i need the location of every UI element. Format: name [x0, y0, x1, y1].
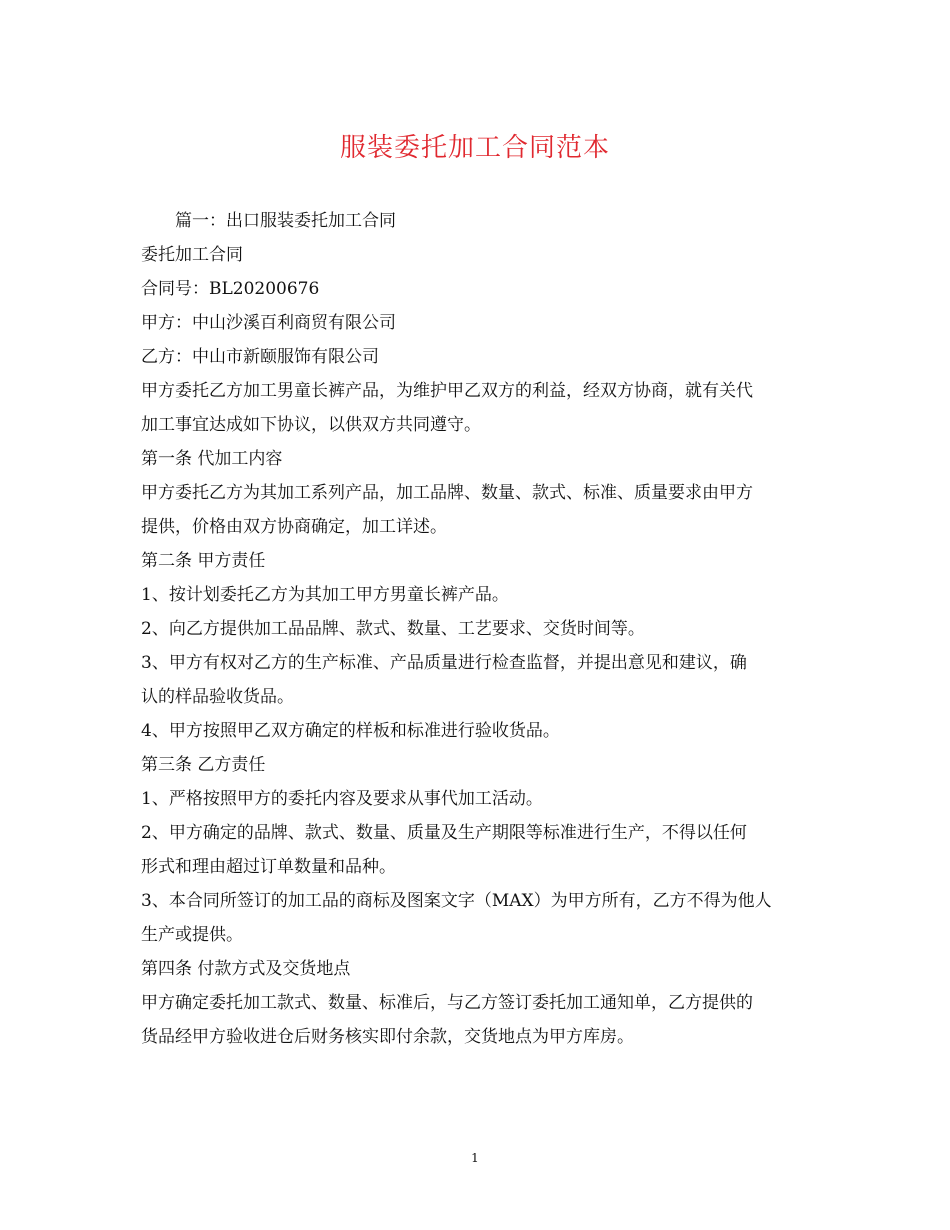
page-number: 1: [471, 1151, 479, 1165]
article-heading: 第一条 代加工内容: [141, 449, 283, 469]
document-title: 服装委托加工合同范本: [339, 133, 610, 163]
party-b: 乙方：中山市新颐服饰有限公司: [141, 347, 379, 367]
article-heading: 第二条 甲方责任: [141, 551, 266, 571]
list-item: 3、甲方有权对乙方的生产标准、产品质量进行检查监督，并提出意见和建议，确: [141, 653, 747, 673]
party-a: 甲方：中山沙溪百利商贸有限公司: [141, 313, 396, 333]
list-item: 2、甲方确定的品牌、款式、数量、质量及生产期限等标准进行生产，不得以任何: [141, 823, 747, 843]
contract-number: 合同号：BL20200676: [141, 279, 320, 299]
article-heading: 第三条 乙方责任: [141, 755, 266, 775]
article-heading: 第四条 付款方式及交货地点: [141, 959, 351, 979]
list-item: 2、向乙方提供加工品品牌、款式、数量、工艺要求、交货时间等。: [141, 619, 645, 639]
body-line: 提供，价格由双方协商确定，加工详述。: [141, 517, 447, 537]
list-item: 1、按计划委托乙方为其加工甲方男童长裤产品。: [141, 585, 509, 605]
list-item: 3、本合同所签订的加工品的商标及图案文字（MAX）为甲方所有，乙方不得为他人: [141, 891, 772, 911]
body-line: 甲方委托乙方加工男童长裤产品，为维护甲乙双方的利益，经双方协商，就有关代: [141, 381, 753, 401]
section-heading: 篇一：出口服装委托加工合同: [175, 211, 396, 231]
list-item: 4、甲方按照甲乙双方确定的样板和标准进行验收货品。: [141, 721, 560, 741]
body-line: 甲方确定委托加工款式、数量、标准后，与乙方签订委托加工通知单，乙方提供的: [141, 993, 753, 1013]
list-item-continuation: 生产或提供。: [141, 925, 243, 945]
body-line: 甲方委托乙方为其加工系列产品，加工品牌、数量、款式、标准、质量要求由甲方: [141, 483, 753, 503]
contract-name: 委托加工合同: [141, 245, 243, 265]
body-line: 加工事宜达成如下协议，以供双方共同遵守。: [141, 415, 481, 435]
list-item-continuation: 认的样品验收货品。: [141, 687, 294, 707]
document-body: [141, 204, 813, 1054]
body-line: 货品经甲方验收进仓后财务核实即付余款，交货地点为甲方库房。: [141, 1027, 634, 1047]
list-item: 1、严格按照甲方的委托内容及要求从事代加工活动。: [141, 789, 543, 809]
list-item-continuation: 形式和理由超过订单数量和品种。: [141, 857, 396, 877]
